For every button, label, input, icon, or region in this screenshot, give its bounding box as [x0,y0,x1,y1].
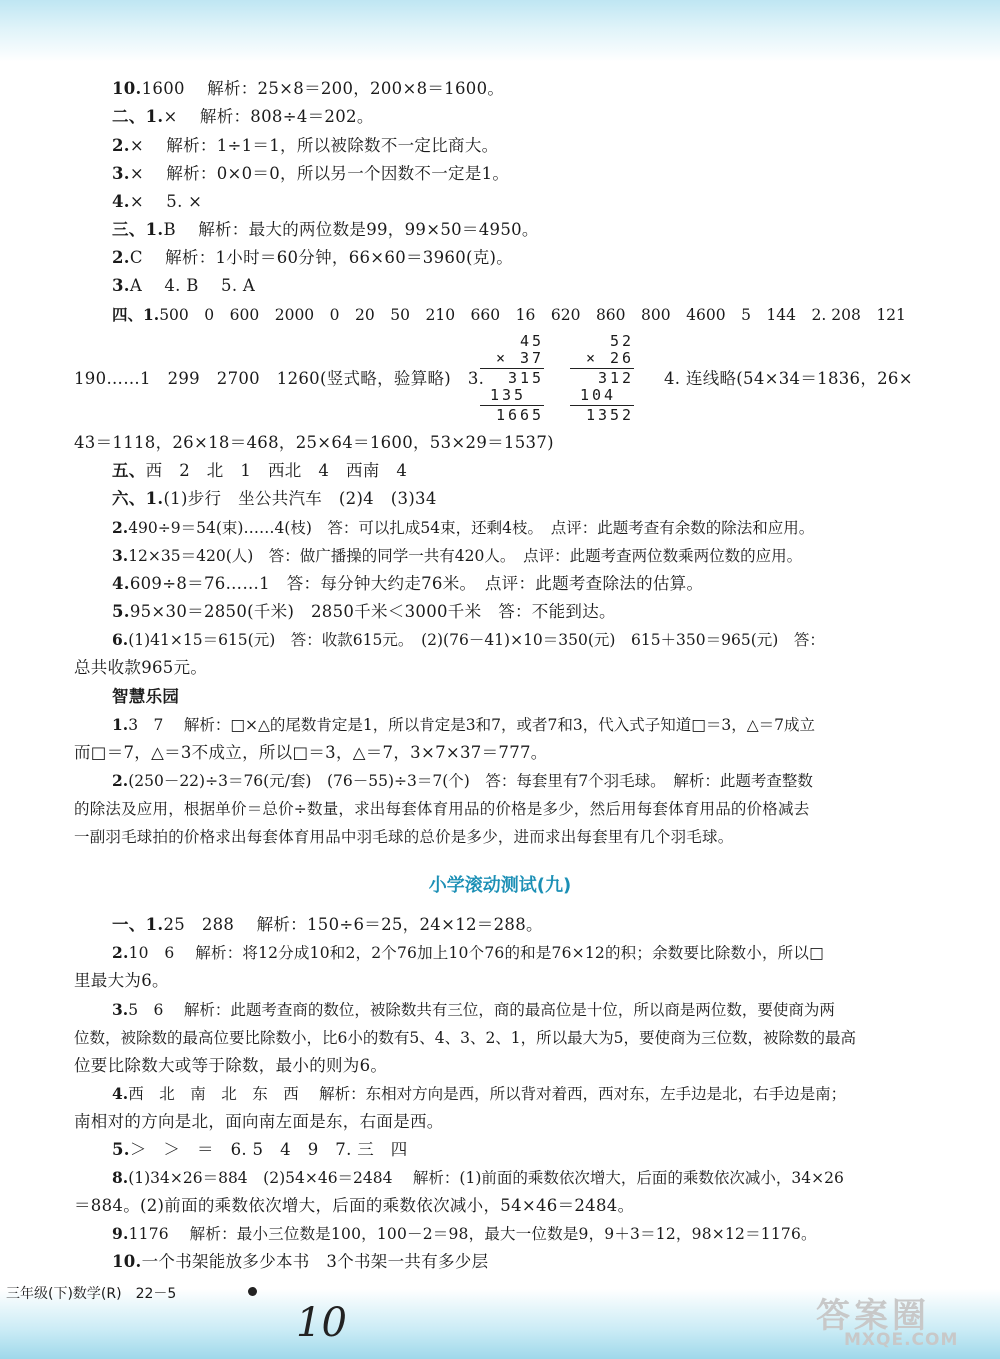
site-watermark: 答案圈 MXQE.COM [816,1296,959,1350]
answer-line: 总共收款965元。 [74,658,208,677]
answer-line: 2.× 解析：1÷1＝1，所以被除数不一定比商大。 [112,136,499,155]
section-title: 小学滚动测试(九) [428,875,572,896]
answer-line: 的除法及应用，根据单价＝总价÷数量，求出每套体育用品的价格是多少，然后用每套体育用品的价格减去 [74,800,810,818]
answer-line: 2.(250－22)÷3＝76(元/套) (76－55)÷3＝7(个) 答：每套里有7个羽毛球。 解析：此题考查整数 [112,771,813,790]
top-decor-band [0,0,1000,62]
answer-line: 5.＞ ＞ ＝ 6. 5 4 9 7. 三 四 [112,1140,408,1159]
footer-label: 三年级(下)数学(R) 22－5 [6,1286,177,1302]
answer-line: 43＝1118，26×18＝468，25×64＝1600，53×29＝1537) [74,433,554,452]
answer-line: 4. 连线略(54×34＝1836，26× [664,369,913,388]
answer-line: 3.× 解析：0×0＝0，所以另一个因数不一定是1。 [112,164,510,183]
answer-line: 2.490÷9＝54(束)……4(枝) 答：可以扎成54束，还剩4枝。 点评：此题考查有余数的除法和应用。 [112,518,815,537]
answer-line: 3.5 6 解析：此题考查商的数位，被除数共有三位，商的最高位是十位，所以商是两位数，要使商为两 [112,1000,835,1019]
vertical-multiplication-2: 52 × 26 312 104 1352 [570,333,634,424]
answer-line: 1.3 7 解析：□×△的尾数肯定是1，所以肯定是3和7，或者7和3，代入式子知道□＝3，△＝7成立 [112,715,815,734]
answer-line: 南相对的方向是北，面向南左面是东，右面是西。 [74,1112,444,1131]
answer-line: 三、1.B 解析：最大的两位数是99，99×50＝4950。 [112,220,539,239]
answer-line: 10.1600 解析：25×8＝200，200×8＝1600。 [112,79,505,98]
answer-line: 四、1.500 0 600 2000 0 20 50 210 660 16 620 860 800 4600 5 144 2. 208 121 [112,305,906,324]
answer-line: 五、西 2 北 1 西北 4 西南 4 [112,461,408,480]
answer-line: 位数，被除数的最高位要比除数小，比6小的数有5、4、3、2、1，所以最大为5，要使商为三位数，被除数的最高 [74,1029,857,1047]
answer-line: 六、1.(1)步行 坐公共汽车 (2)4 (3)34 [112,489,437,508]
answer-line: 一、1.25 288 解析：150÷6＝25，24×12＝288。 [112,915,543,934]
answer-line: 190……1 299 2700 1260(竖式略，验算略) 3. [74,369,485,388]
answer-line: 5.95×30＝2850(千米) 2850千米＜3000千米 答：不能到达。 [112,602,616,621]
footer-dot-icon [248,1287,257,1296]
subsection-title: 智慧乐园 [112,687,180,706]
answer-line: 3.A 4. B 5. A [112,276,256,295]
answer-line: ＝884。(2)前面的乘数依次增大，后面的乘数依次减小，54×46＝2484。 [74,1196,635,1215]
answer-line: 3.12×35＝420(人) 答：做广播操的同学一共有420人。 点评：此题考查两位数乘两位数的应用。 [112,546,803,565]
answer-line: 2.C 解析：1小时＝60分钟，66×60＝3960(克)。 [112,248,514,267]
answer-line: 4.西 北 南 北 东 西 解析：东相对方向是西，所以背对着西，西对东，左手边是北，右手边是南； [112,1084,847,1103]
answer-line: 8.(1)34×26＝884 (2)54×46＝2484 解析：(1)前面的乘数依次增大，后面的乘数依次减小，34×26 [112,1168,844,1187]
answer-line: 6.(1)41×15＝615(元) 答：收款615元。 (2)(76－41)×10＝350(元) 615＋350＝965(元) 答： [112,630,825,649]
answer-line: 10.一个书架能放多少本书 3个书架一共有多少层 [112,1252,489,1271]
answer-line: 9.1176 解析：最小三位数是100，100－2＝98，最大一位数是9，9＋3＝12，98×12＝1176。 [112,1224,817,1243]
answer-line: 4.× 5. × [112,192,203,211]
answer-line: 2.10 6 解析：将12分成10和2，2个76加上10个76的和是76×12的积；余数要比除数小，所以□ [112,943,824,962]
answer-line: 里最大为6。 [74,971,169,990]
answer-line: 而□＝7，△＝3不成立，所以□＝3，△＝7，3×7×37＝777。 [74,743,548,762]
handwritten-page-number: 10 [296,1300,347,1346]
answer-line: 一副羽毛球拍的价格求出每套体育用品中羽毛球的总价是多少，进而求出每套里有几个羽毛球。 [74,828,734,846]
answer-line: 位要比除数大或等于除数，最小的则为6。 [74,1056,388,1075]
vertical-multiplication-1: 45 × 37 315 135 1665 [480,333,544,424]
answer-line: 二、1.× 解析：808÷4＝202。 [112,107,374,126]
answer-line: 4.609÷8＝76……1 答：每分钟大约走76米。 点评：此题考查除法的估算。 [112,574,704,593]
